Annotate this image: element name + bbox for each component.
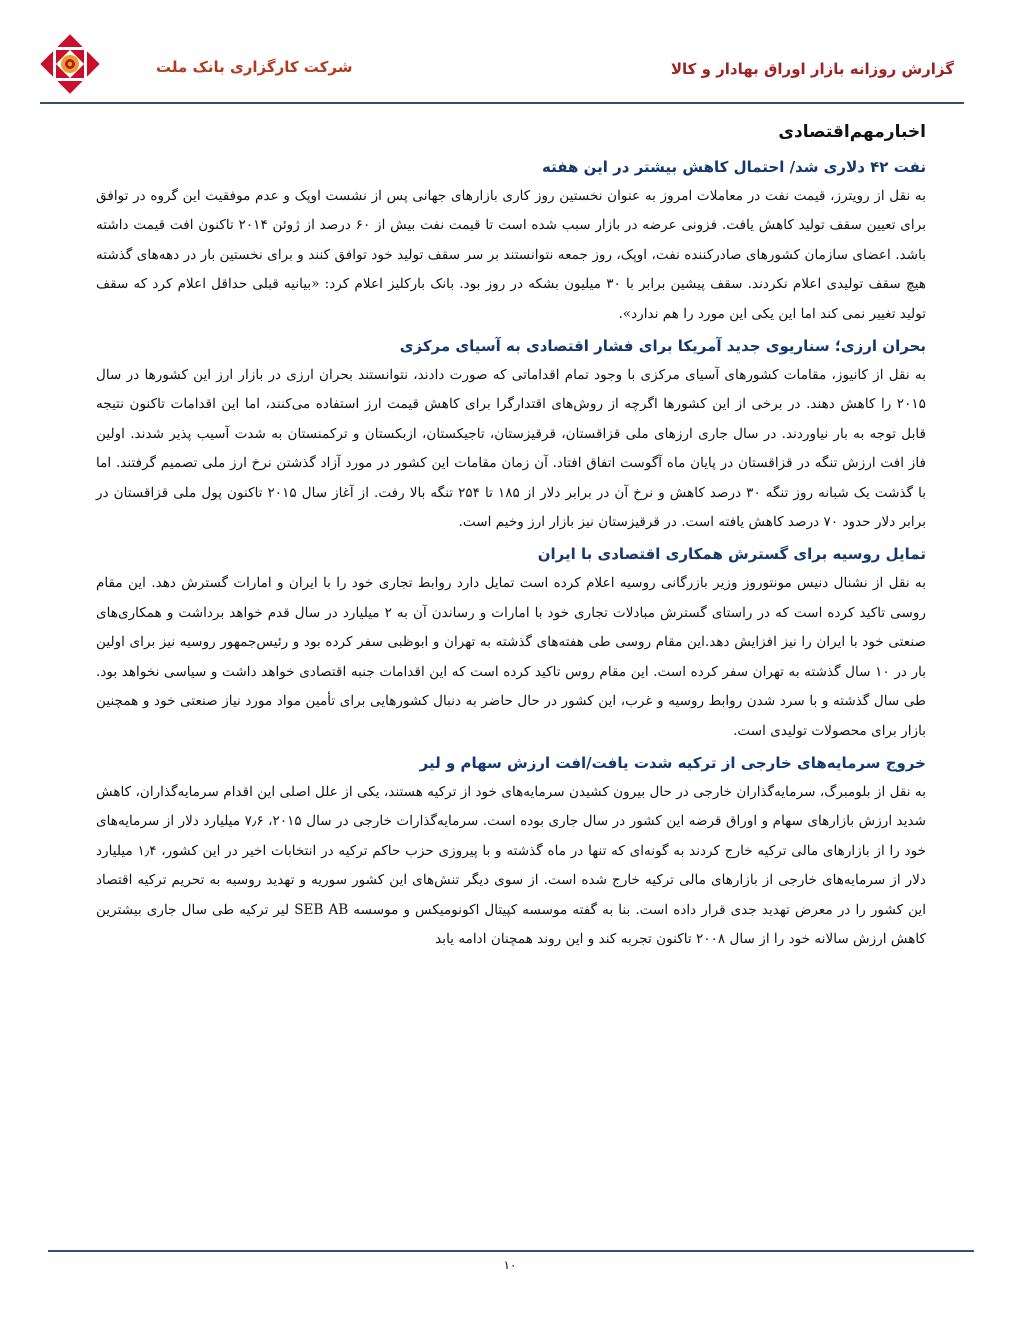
news-body-currency-crisis: به نقل از کانیوز، مقامات کشورهای آسیای مرکزی با وجود تمام اقداماتی که صورت دادند، نتوانستند بحران ارزی در بازار ارز این کشورها در سال ۲۰۱۵ را کاهش دهند. در برخی از این کشورها اگرچه از روش‌های اقتدارگرا برای کاهش قیمت ارز استفاده می‌کنند، اما این اقدامات تاکنون نتیجه قابل توجه به بار نیاوردند. در سال جاری ارزهای ملی قزاقستان، قرقیزستان، تاجیکستان، ازبکستان و ترکمنستان به شدت آسیب پذیر شدند. اولین فاز افت ارزش تنگه در قزاقستان در پایان ماه آگوست اتفاق افتاد. آن زمان مقامات این کشور در مورد آزاد گذشتن نرخ ارز ملی تصمیم گرفتند. اما با گذشت یک شبانه روز تنگه ۳۰ درصد کاهش و نرخ آن در برابر دلار از ۱۸۵ تا ۲۵۴ تنگه بالا رفت. از آغاز سال ۲۰۱۵ تاکنون پول ملی قزاقستان در برابر دلار حدود ۷۰ درصد کاهش یافته است. در قرقیزستان نیز بازار ارز وخیم است. — [96, 367, 926, 531]
page-number: ۱۰ — [503, 1258, 517, 1272]
footer-divider — [48, 1250, 974, 1252]
news-body-turkey-capital: به نقل از بلومبرگ، سرمایه‌گذاران خارجی در حال بیرون کشیدن سرمایه‌های خود از ترکیه هستند، یکی از علل اصلی این اقدام سرمایه‌گذاران، کاهش شدید ارزش بازارهای سهام و اوراق قرضه این کشور در سال جاری بوده است. سرمایه‌گذارات خارجی در سال ۲۰۱۵، ۷٫۶ میلیارد دلار از سرمایه‌های خود را از بازارهای مالی ترکیه خارج کردند به گونه‌ای که تنها در ماه گذشته و با پیروزی حزب حاکم ترکیه در انتخابات اخیر در این کشور، ۱٫۴ میلیارد دلار از سرمایه‌های خارجی از بازارهای مالی ترکیه خارج شده است. از سوی دیگر تنش‌های این کشور سوریه و تهدید روسیه به تحریم ترکیه اقتصاد این کشور را در معرض تهدید جدی قرار داده است. بنا به گفته موسسه کپیتال اکونومیکس و موسسه SEB AB لیر ترکیه طی سال جاری بیشترین کاهش ارزش سالانه خود را از سال ۲۰۰۸ تاکنون تجربه کند و این روند همچنان ادامه یابد — [96, 783, 926, 947]
bank-mellat-logo-icon — [40, 34, 100, 94]
news-body-oil: به نقل از رویترز، قیمت نفت در معاملات امروز به عنوان نخستین روز کاری بازارهای جهانی پس از نشست اوپک و عدم موفقیت این گروه در توافق برای تعیین سقف تولید کاهش یافت. فزونی عرضه در بازار سبب شده است تا قیمت نفت بیش از ۶۰ درصد از ژوئن ۲۰۱۴ تاکنون افت قیمت داشته باشد. اعضای سازمان کشورهای صادرکننده نفت، اوپک، روز جمعه نتوانستند بر سر سقف تولید خود توافق کنند و برای نخستین بار در دهه‌های گذشته هیچ سقف تولیدی اعلام نکردند. سقف پیشین برابر با ۳۰ میلیون بشکه در روز بود. بانک بارکلیز اعلام کرد: «بیانیه قبلی حداقل اعلام کرد که سقف تولید تغییر نمی کند اما این یکی این مورد را هم ندارد». — [96, 188, 926, 322]
news-body-russia-iran: به نقل از نشنال دنیس مونتوروز وزیر بازرگانی روسیه اعلام کرده است تمایل دارد روابط تجاری خود را با ایران و امارات گسترش دهد. این مقام روسی تاکید کرده است که در راستای گسترش مبادلات تجاری خود با امارات و رساندن آن به ۲ میلیارد در سال قدم خواهد برداشت و همکاری‌های صنعتی خود با ایران را نیز افزایش دهد.این مقام روسی طی هفته‌های گذشته به تهران و ابوظبی سفر کرده بود و رئیس‌جمهور روسیه نیز برای اولین بار در ۱۰ سال گذشته به تهران سفر کرده است. این مقام روس تاکید کرده است که این اقدامات جنبه اقتصادی خواهد داشت و سیاسی نخواهد بود. طی سال گذشته و با سرد شدن روابط روسیه و غرب، این کشور در حال حاضر به دنبال کشورهایی برای تأمین مواد مورد نیاز صنعتی خود و همچنین بازار برای محصولات تولیدی است. — [96, 575, 927, 739]
news-title-russia-iran: تمایل روسیه برای گسترش همکاری اقتصادی با ایران — [537, 545, 926, 564]
header-divider — [40, 102, 964, 104]
news-title-currency-crisis: بحران ارزی؛ سناریوی جدید آمریکا برای فشار اقتصادی به آسیای مرکزی — [399, 337, 926, 356]
news-title-oil: نفت ۴۲ دلاری شد/ احتمال کاهش بیشتر در این هفته — [542, 158, 926, 176]
news-title-turkey-capital: خروج سرمایه‌های خارجی از ترکیه شدت یافت/افت ارزش سهام و لیر — [419, 753, 926, 772]
news-content — [96, 118, 926, 956]
report-title: گزارش روزانه بازار اوراق بهادار و کالا — [670, 60, 954, 78]
section-title: اخبارمهم‌اقتصادی — [778, 122, 926, 142]
page-header — [38, 28, 964, 102]
company-name: شرکت کارگزاری بانک ملت — [156, 58, 353, 76]
